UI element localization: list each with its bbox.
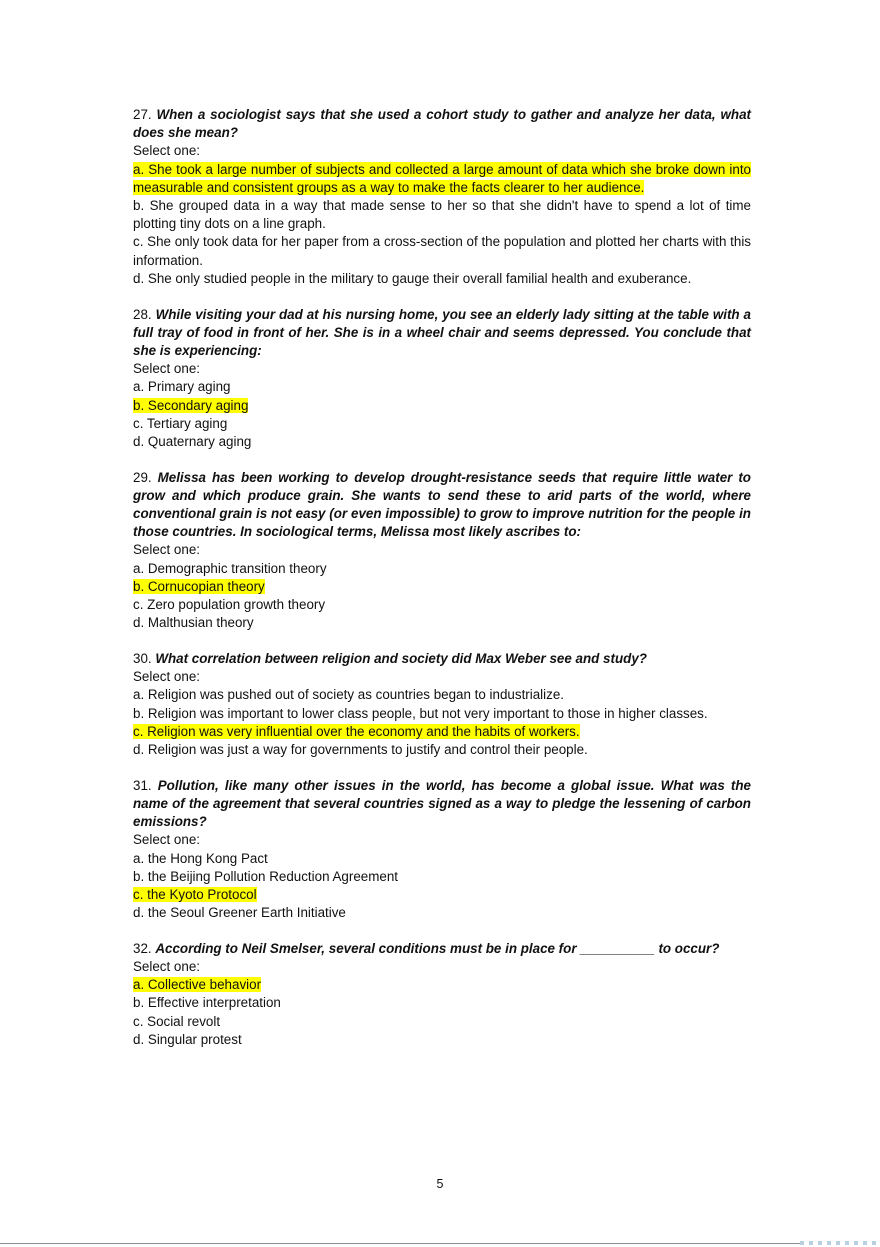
option-d[interactable]: d. the Seoul Greener Earth Initiative [133, 905, 346, 921]
page-number: 5 [436, 1177, 444, 1191]
question-stem: While visiting your dad at his nursing home, you see an elderly lady sitting at the table with a full tray of food in front of her. She is in a wheel chair and seems depressed. You conclude that she is experiencing: [133, 306, 751, 358]
question-number: 30. [133, 650, 152, 666]
question-text [133, 469, 751, 542]
option-a[interactable]: a. Collective behavior [133, 977, 262, 993]
option-c[interactable]: c. Social revolt [133, 1013, 221, 1029]
option-b[interactable]: b. Religion was important to lower class people, but not very important to those in higher classes. [133, 705, 708, 721]
option-b[interactable]: b. the Beijing Pollution Reduction Agreement [133, 868, 399, 884]
option-d[interactable]: d. Quaternary aging [133, 433, 252, 449]
question-number: 31. [133, 777, 152, 793]
option-d[interactable]: d. She only studied people in the military to gauge their overall familial health and exuberance. [133, 270, 692, 286]
option-a[interactable]: a. Primary aging [133, 379, 231, 395]
option-b[interactable]: b. She grouped data in a way that made sense to her so that she didn't have to spend a lot of time plotting tiny dots on a line graph. [133, 198, 751, 232]
option-d[interactable]: d. Singular protest [133, 1031, 242, 1047]
question-30 [133, 650, 751, 759]
question-text [133, 777, 751, 832]
question-stem: According to Neil Smelser, several conditions must be in place for __________ to occur? [155, 940, 720, 956]
question-27 [133, 106, 751, 288]
question-28 [133, 306, 751, 452]
option-a[interactable]: a. Demographic transition theory [133, 560, 327, 576]
question-stem: Pollution, like many other issues in the world, has become a global issue. What was the name of the agreement that several countries signed as a way to pledge the lessening of carbon emissions? [133, 777, 751, 830]
option-a[interactable]: a. Religion was pushed out of society as countries began to industrialize. [133, 687, 564, 703]
option-a[interactable]: a. the Hong Kong Pact [133, 850, 268, 866]
question-text [133, 306, 751, 361]
select-one-label: Select one: [133, 143, 200, 159]
page-bottom-divider [0, 1243, 800, 1244]
select-one-label: Select one: [133, 542, 200, 558]
option-c[interactable]: c. Religion was very influential over the economy and the habits of workers. [133, 723, 580, 739]
option-c[interactable]: c. Tertiary aging [133, 415, 228, 431]
question-text [133, 650, 751, 668]
question-text [133, 940, 751, 958]
option-c[interactable]: c. Zero population growth theory [133, 597, 326, 613]
question-stem: When a sociologist says that she used a cohort study to gather and analyze her data, what does she mean? [133, 107, 751, 141]
option-d[interactable]: d. Malthusian theory [133, 615, 254, 631]
question-text [133, 106, 751, 142]
page-bottom-marks [800, 1241, 880, 1245]
option-b[interactable]: b. Secondary aging [133, 397, 249, 413]
select-one-label: Select one: [133, 361, 200, 377]
question-29 [133, 469, 751, 633]
question-number: 27. [133, 107, 152, 122]
question-number: 29. [133, 469, 152, 485]
question-number: 28. [133, 306, 152, 322]
option-b[interactable]: b. Effective interpretation [133, 995, 281, 1011]
select-one-label: Select one: [133, 832, 200, 848]
option-a[interactable]: a. She took a large number of subjects and collected a large amount of data which she broke down into measurable and consistent groups as a way to make the facts clearer to her audience. [133, 161, 751, 195]
quiz-page [133, 106, 751, 1067]
question-32 [133, 940, 751, 1049]
select-one-label: Select one: [133, 959, 200, 975]
option-b[interactable]: b. Cornucopian theory [133, 578, 265, 594]
select-one-label: Select one: [133, 669, 200, 685]
option-c[interactable]: c. She only took data for her paper from a cross-section of the population and plotted her charts with this information. [133, 234, 751, 268]
question-stem: What correlation between religion and society did Max Weber see and study? [155, 650, 647, 666]
question-stem: Melissa has been working to develop drought-resistance seeds that require little water to grow and which produce grain. She wants to send these to arid parts of the world, where conventional grain is not easy (or even impossible) to grow to improve nutrition for the people in those countries. In sociological terms, Melissa most likely ascribes to: [133, 469, 751, 540]
question-31 [133, 777, 751, 923]
option-c[interactable]: c. the Kyoto Protocol [133, 886, 257, 902]
question-number: 32. [133, 940, 152, 956]
option-d[interactable]: d. Religion was just a way for governments to justify and control their people. [133, 742, 588, 757]
